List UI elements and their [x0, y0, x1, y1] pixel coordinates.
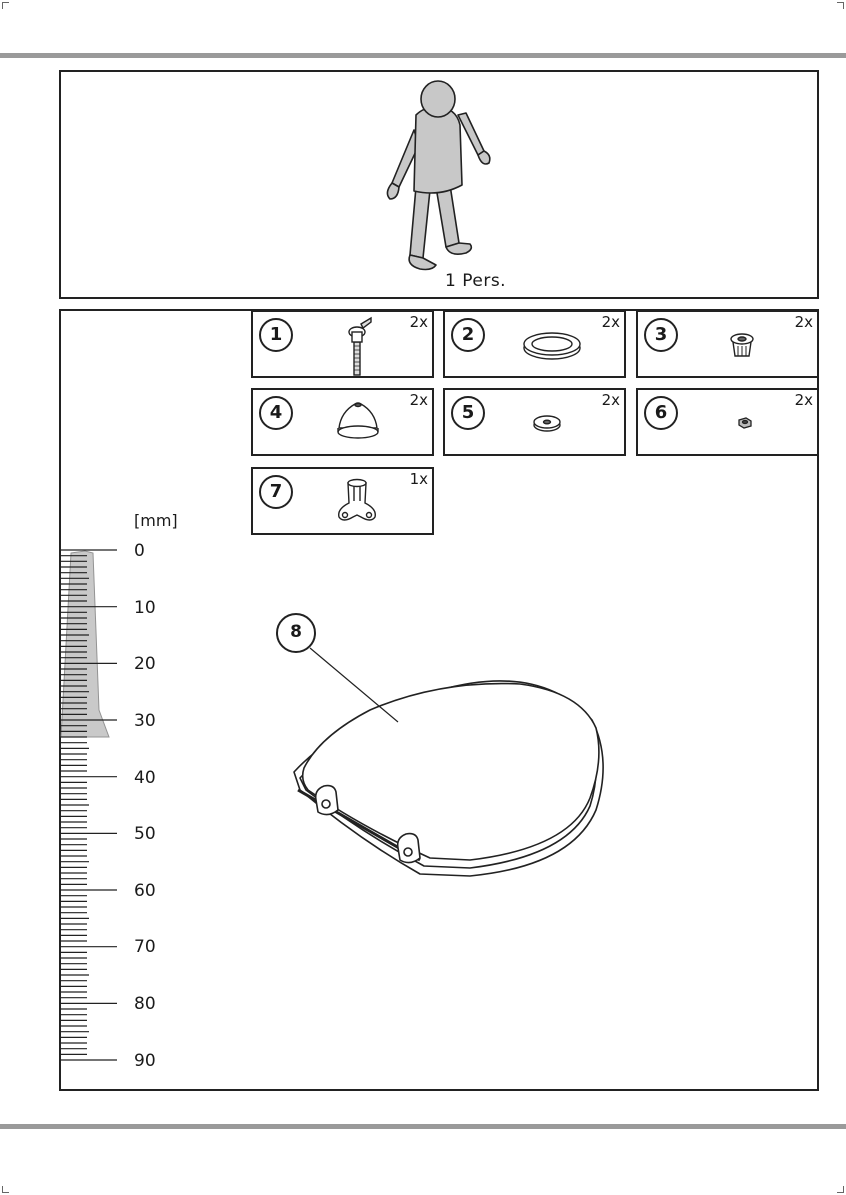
scale-tick-label: 60: [134, 881, 156, 901]
part-quantity: 2x: [794, 313, 813, 331]
scale-tick-label: 0: [134, 541, 145, 561]
part-quantity: 2x: [409, 313, 428, 331]
part-quantity: 1x: [409, 470, 428, 488]
screw-size-scale: [59, 540, 121, 1070]
part-quantity: 2x: [794, 391, 813, 409]
nut-icon: [638, 390, 821, 458]
part-item-3: [636, 310, 819, 378]
wing-key-icon: [253, 469, 436, 537]
scale-unit-label: [mm]: [134, 511, 178, 530]
part-number: 6: [644, 396, 678, 430]
scale-tick-label: 50: [134, 824, 156, 844]
persons-count-label: 1 Pers.: [445, 271, 507, 291]
scale-tick-label: 40: [134, 768, 156, 788]
scale-tick-label: 10: [134, 598, 156, 618]
flat-washer-icon: [445, 390, 628, 458]
plastic-sleeve-icon: [638, 312, 821, 380]
part-number: 1: [259, 318, 293, 352]
person-icon: [370, 75, 500, 275]
part-item-2: [443, 310, 626, 378]
scale-tick-label: 30: [134, 711, 156, 731]
part-number: 7: [259, 475, 293, 509]
part-number: 4: [259, 396, 293, 430]
rubber-ring-icon: [445, 312, 628, 380]
bottom-rule: [0, 1124, 846, 1129]
scale-tick-label: 90: [134, 1051, 156, 1071]
part-quantity: 2x: [409, 391, 428, 409]
crop-mark: [2, 1186, 9, 1193]
part-item-7: [251, 467, 434, 535]
part-item-1: [251, 310, 434, 378]
scale-tick-label: 20: [134, 654, 156, 674]
hinge-bolt-icon: [253, 312, 436, 380]
scale-tick-label: 80: [134, 994, 156, 1014]
crop-mark: [837, 1186, 844, 1193]
toilet-seat-icon: [280, 640, 620, 890]
part-quantity: 2x: [601, 391, 620, 409]
scale-tick-label: 70: [134, 937, 156, 957]
crop-mark: [2, 2, 9, 9]
cone-washer-icon: [253, 390, 436, 458]
part-item-4: [251, 388, 434, 456]
part-quantity: 2x: [601, 313, 620, 331]
top-rule: [0, 53, 846, 58]
part-number: 3: [644, 318, 678, 352]
part-item-5: [443, 388, 626, 456]
part-number: 5: [451, 396, 485, 430]
part-item-6: [636, 388, 819, 456]
part-number: 2: [451, 318, 485, 352]
crop-mark: [837, 2, 844, 9]
seat-callout-number: 8: [276, 613, 316, 653]
